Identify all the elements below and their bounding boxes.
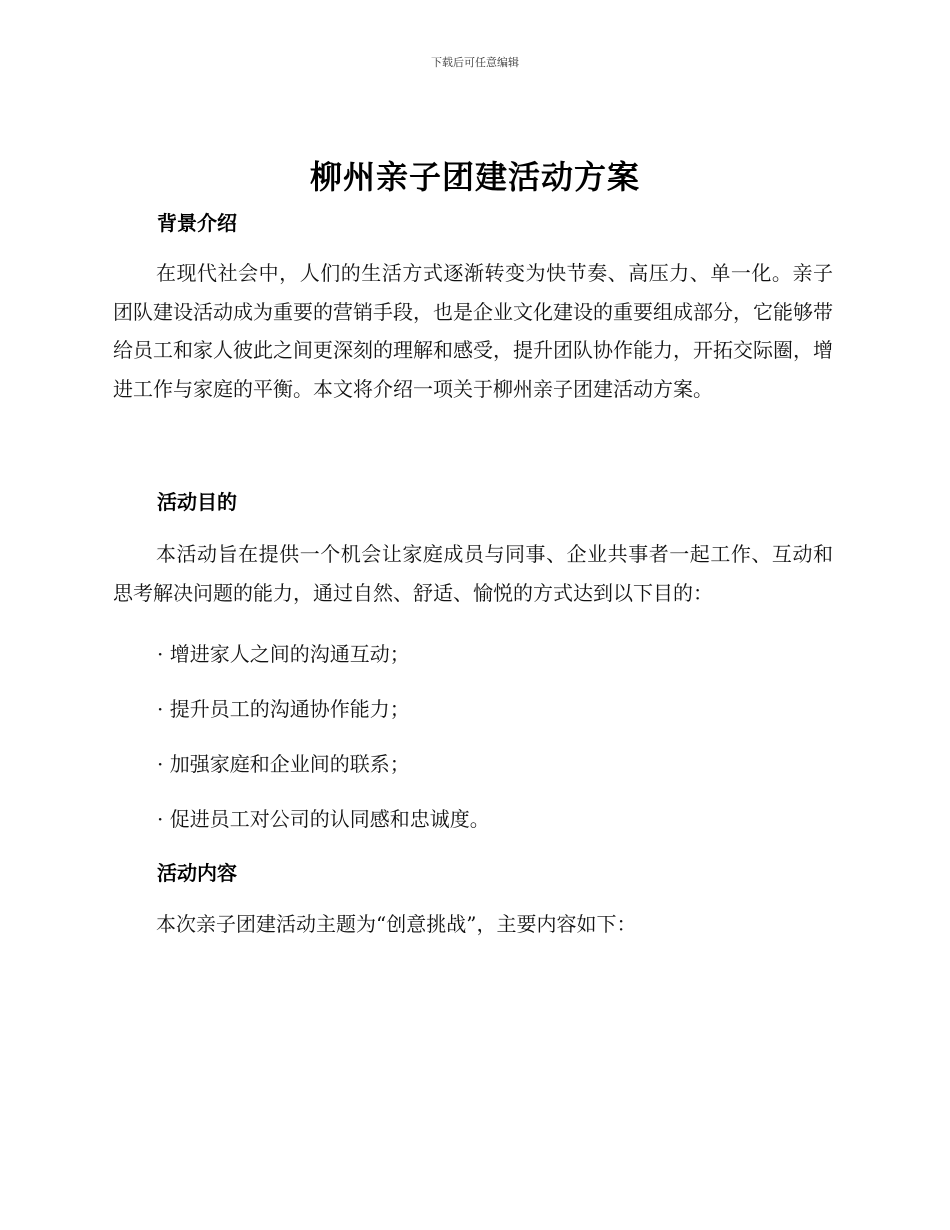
document-title: 柳州亲子团建活动方案 <box>309 158 640 196</box>
section-heading-content: 活动内容 <box>157 861 237 885</box>
section-heading-background: 背景介绍 <box>157 211 237 235</box>
bullet-item: · 提升员工的沟通协作能力； <box>157 697 410 721</box>
bullet-item: · 促进员工对公司的认同感和忠诚度。 <box>157 807 490 831</box>
bullet-item: · 增进家人之间的沟通互动； <box>157 642 410 666</box>
paragraph-purpose: 本活动旨在提供一个机会让家庭成员与同事、企业共事者一起工作、互动和思考解决问题的能力，通过自然、舒适、愉悦的方式达到以下目的： <box>113 542 833 605</box>
paragraph-background: 在现代社会中，人们的生活方式逐渐转变为快节奏、高压力、单一化。亲子团队建设活动成为重要的营销手段，也是企业文化建设的重要组成部分，它能够带给员工和家人彼此之间更深刻的理解和感受，提升团队协作能力，开拓交际圈，增进工作与家庭的平衡。本文将介绍一项关于柳州亲子团建活动方案。 <box>113 261 833 401</box>
bullet-item: · 加强家庭和企业间的联系； <box>157 752 410 776</box>
paragraph-content: 本次亲子团建活动主题为“创意挑战”，主要内容如下： <box>156 912 637 936</box>
header-note: 下载后可任意编辑 <box>431 56 519 69</box>
section-heading-purpose: 活动目的 <box>157 490 237 514</box>
